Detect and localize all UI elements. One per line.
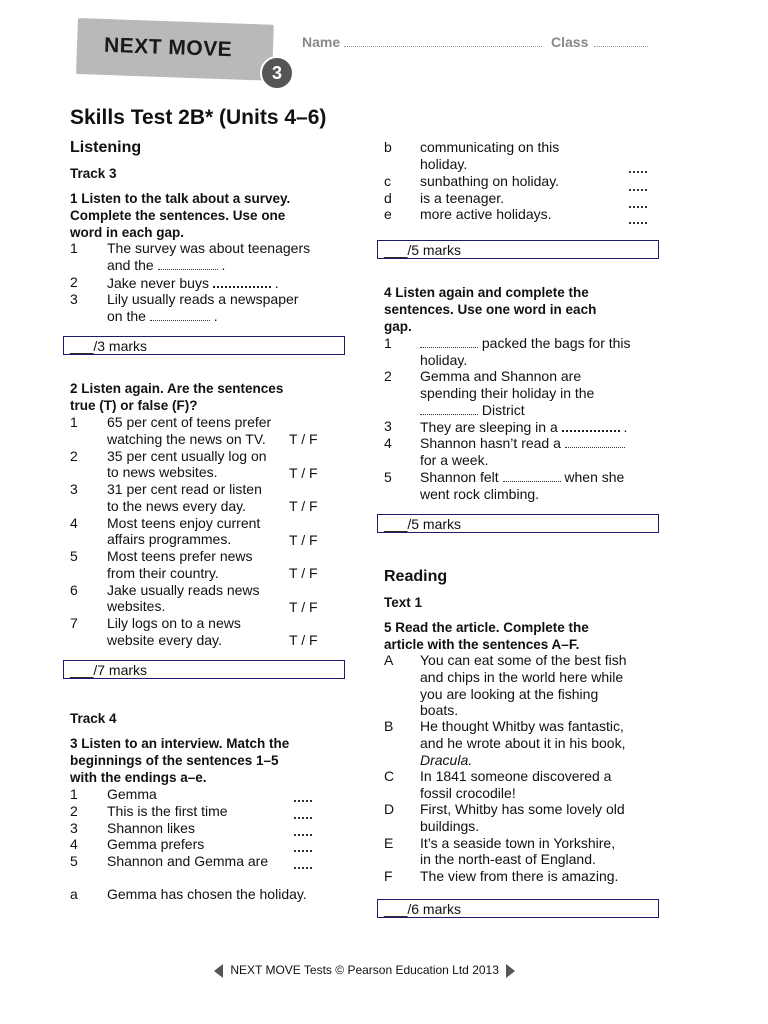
ex2-marks-box[interactable]: ___/7 marks [63, 660, 345, 679]
item-line: and chips in the world here while [420, 668, 624, 685]
true-false-choice[interactable]: T / F [289, 632, 318, 648]
item-line: website every day. [107, 631, 222, 648]
item-number: 5 [70, 548, 78, 564]
item-line: to the news every day. [107, 497, 247, 514]
name-field[interactable] [344, 34, 542, 47]
ex5-item [384, 768, 674, 801]
ex5-list [384, 652, 674, 884]
match-box[interactable] [629, 202, 647, 208]
item-text [107, 515, 260, 549]
next-arrow-icon [506, 964, 515, 978]
ex2-list [70, 414, 350, 649]
true-false-choice[interactable]: T / F [289, 598, 318, 615]
item-letter: C [384, 768, 395, 785]
match-box[interactable] [629, 185, 647, 191]
item-text [107, 548, 253, 582]
ex3-item [70, 836, 350, 853]
ex1-item: 1 The survey was about teenagers and the . [70, 240, 311, 273]
match-box[interactable] [294, 796, 312, 802]
item-number: 7 [70, 615, 78, 631]
true-false-choice[interactable]: T / F [289, 431, 318, 447]
ex2-item [70, 481, 350, 515]
listening-heading: Listening [70, 139, 142, 156]
true-false-choice[interactable]: T / F [289, 464, 318, 481]
ex3-ending: b communicating on this holiday. [384, 139, 560, 172]
answer-gap[interactable] [213, 274, 271, 288]
item-text [107, 448, 267, 482]
ex5-item [384, 868, 674, 885]
item-text [420, 652, 627, 719]
class-field[interactable] [594, 34, 648, 47]
item-number: 5 [70, 853, 78, 870]
ex3-item [70, 803, 350, 820]
item-line: In 1841 someone discovered a [420, 768, 612, 785]
match-box[interactable] [294, 846, 312, 852]
answer-gap[interactable] [565, 435, 625, 448]
item-letter: E [384, 834, 394, 851]
item-letter: F [384, 867, 393, 884]
ex5-marks-box[interactable]: ___/6 marks [377, 899, 659, 918]
item-line: Dracula. [420, 751, 473, 768]
item-text [107, 414, 271, 448]
ex2-instruction: 2 Listen again. Are the sentences true (T) or false (F)? [70, 381, 284, 413]
reading-heading: Reading [384, 568, 448, 585]
answer-gap[interactable] [562, 418, 620, 432]
ex3-item [70, 820, 350, 837]
ex1-marks-box[interactable]: ___/3 marks [63, 336, 345, 355]
true-false-choice[interactable]: T / F [289, 498, 318, 514]
item-text: Shannon and Gemma are [107, 853, 269, 870]
ex1-item: 3 Lily usually reads a newspaper on the . [70, 291, 299, 324]
item-letter: D [384, 801, 395, 818]
name-label: Name [302, 34, 341, 50]
ex4-item: 2 Gemma and Shannon are spending their holiday in the District [384, 368, 595, 418]
ex5-item [384, 835, 674, 868]
item-line: First, Whitby has some lovely old [420, 801, 625, 818]
item-number: 1 [70, 786, 78, 802]
ex2-item [70, 615, 350, 649]
item-line: boats. [420, 702, 459, 719]
item-letter: A [384, 652, 394, 668]
item-line: affairs programmes. [107, 531, 232, 548]
ex1-instruction: 1 Listen to the talk about a survey. Complete the sentences. Use one word in each gap. [70, 191, 291, 240]
item-line: Jake usually reads news [107, 581, 260, 598]
ex4-marks-box[interactable]: ___/5 marks [377, 514, 659, 533]
level-badge: 3 [260, 56, 294, 90]
item-line: to news websites. [107, 464, 218, 481]
item-line: It’s a seaside town in Yorkshire, [420, 834, 616, 851]
item-number: 1 [70, 414, 78, 430]
prev-arrow-icon [214, 964, 223, 978]
footer-text: NEXT MOVE Tests © Pearson Education Ltd 2013 [230, 963, 499, 977]
ex5-instruction: 5 Read the article. Complete the article with the sentences A–F. [384, 620, 589, 652]
item-line: Most teens prefer news [107, 548, 253, 564]
item-line: Most teens enjoy current [107, 514, 261, 531]
true-false-choice[interactable]: T / F [289, 565, 318, 581]
item-line: watching the news on TV. [107, 430, 266, 447]
item-text: Shannon likes [107, 819, 195, 836]
ex2-item [70, 582, 350, 616]
item-text [107, 582, 260, 616]
item-line: buildings. [420, 818, 480, 835]
answer-gap[interactable] [420, 402, 478, 415]
ex3-item [70, 853, 350, 870]
item-text [420, 801, 625, 835]
item-line: in the north-east of England. [420, 851, 596, 868]
item-text: Gemma [107, 786, 157, 802]
true-false-choice[interactable]: T / F [289, 531, 318, 548]
ex3-ending: d is a teenager. [384, 190, 505, 206]
item-number: 3 [70, 819, 78, 836]
item-text [107, 615, 241, 649]
item-number: 4 [70, 514, 78, 531]
answer-gap[interactable] [150, 308, 210, 321]
item-text [420, 718, 625, 768]
item-number: 2 [70, 802, 78, 819]
item-line: 35 per cent usually log on [107, 447, 267, 464]
ex5-item [384, 718, 674, 768]
ex3-item [70, 786, 350, 803]
item-line: fossil crocodile! [420, 784, 516, 801]
ex5-item [384, 652, 674, 718]
item-line: You can eat some of the best fish [420, 652, 627, 668]
item-number: 4 [70, 836, 78, 853]
item-letter: B [384, 718, 394, 735]
item-text: This is the first time [107, 802, 228, 819]
page-title: Skills Test 2B* (Units 4–6) [70, 106, 327, 129]
ex3-instruction: 3 Listen to an interview. Match the beginnings of the sentences 1–5 with the endings a–e. [70, 736, 290, 785]
item-line: from their country. [107, 564, 219, 581]
ex3-list [70, 786, 350, 870]
match-box[interactable] [294, 813, 312, 819]
item-text [420, 768, 611, 802]
item-number: 6 [70, 581, 78, 598]
item-number: 3 [70, 481, 78, 497]
text1-heading: Text 1 [384, 595, 423, 610]
ex1-item: 2 Jake never buys . [70, 274, 279, 291]
answer-gap[interactable] [158, 257, 218, 270]
ex4-item: 5 Shannon felt when she went rock climbing. [384, 469, 625, 502]
ex3-ending: e more active holidays. [384, 206, 552, 222]
brand-logo: NEXT MOVE [103, 33, 233, 62]
answer-gap[interactable] [503, 469, 561, 482]
ex3-ending: c sunbathing on holiday. [384, 173, 560, 189]
ex4-item: 3 They are sleeping in a . [384, 418, 628, 435]
item-text [420, 835, 615, 869]
class-label: Class [551, 34, 589, 50]
match-box[interactable] [294, 863, 312, 869]
ex3-ending: a Gemma has chosen the holiday. [70, 886, 307, 902]
item-line: The view from there is amazing. [420, 867, 619, 884]
item-line: Lily logs on to a news [107, 615, 241, 631]
item-line: you are looking at the fishing [420, 685, 599, 702]
ex5-item [384, 801, 674, 834]
match-box[interactable] [629, 167, 647, 173]
item-text [420, 868, 618, 885]
ex2-item [70, 548, 350, 582]
ex4-item: 4 Shannon hasn’t read a for a week. [384, 435, 664, 469]
ex2-item [70, 515, 350, 549]
ex4-item: 1 packed the bags for this holiday. [384, 335, 631, 368]
item-line: websites. [107, 598, 166, 615]
track3-heading: Track 3 [70, 166, 117, 181]
item-line: 65 per cent of teens prefer [107, 414, 272, 430]
item-text: Gemma prefers [107, 836, 205, 853]
track4-heading: Track 4 [70, 711, 117, 726]
ex2-item [70, 414, 350, 448]
match-box[interactable] [294, 830, 312, 836]
item-number: 2 [70, 447, 78, 464]
item-line: and he wrote about it in his book, [420, 735, 626, 752]
item-line: 31 per cent read or listen [107, 481, 262, 497]
item-text [107, 481, 262, 515]
ex2-item [70, 448, 350, 482]
ex4-instruction: 4 Listen again and complete the sentences. Use one word in each gap. [384, 285, 597, 334]
footer [214, 963, 515, 978]
ex3-marks-box[interactable]: ___/5 marks [377, 240, 659, 259]
answer-gap[interactable] [420, 335, 478, 348]
match-box[interactable] [629, 218, 647, 224]
item-line: He thought Whitby was fantastic, [420, 718, 624, 735]
